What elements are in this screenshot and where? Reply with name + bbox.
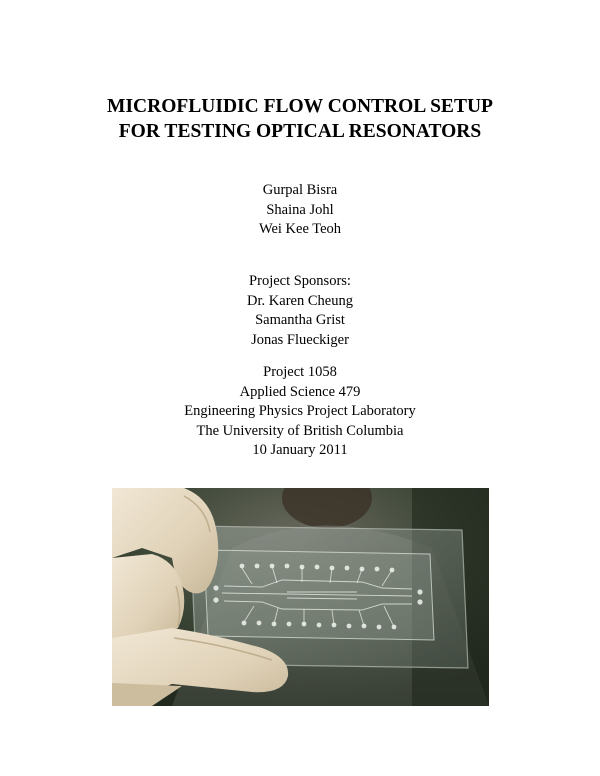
sponsor-list	[0, 272, 600, 350]
university-name: The University of British Columbia	[196, 422, 404, 439]
document-title	[0, 94, 600, 144]
sponsor-name: Dr. Karen Cheung	[247, 292, 353, 309]
laboratory-name: Engineering Physics Project Laboratory	[184, 403, 416, 419]
sponsor-name: Samantha Grist	[255, 312, 345, 328]
sponsors-heading: Project Sponsors:	[249, 273, 351, 289]
microfluidic-chip-photo	[112, 488, 489, 706]
project-number: Project 1058	[263, 364, 337, 380]
project-info	[0, 363, 600, 461]
report-date: 10 January 2011	[252, 442, 348, 458]
title-line-1: MICROFLUIDIC FLOW CONTROL SETUP	[107, 96, 493, 117]
author-name: Shaina Johl	[266, 201, 334, 218]
author-name: Gurpal Bisra	[262, 182, 338, 198]
author-list	[0, 181, 600, 240]
title-line-2: FOR TESTING OPTICAL RESONATORS	[118, 121, 482, 142]
sponsor-name: Jonas Flueckiger	[251, 331, 349, 348]
course-name: Applied Science 479	[239, 383, 361, 400]
author-name: Wei Kee Teoh	[258, 221, 342, 237]
